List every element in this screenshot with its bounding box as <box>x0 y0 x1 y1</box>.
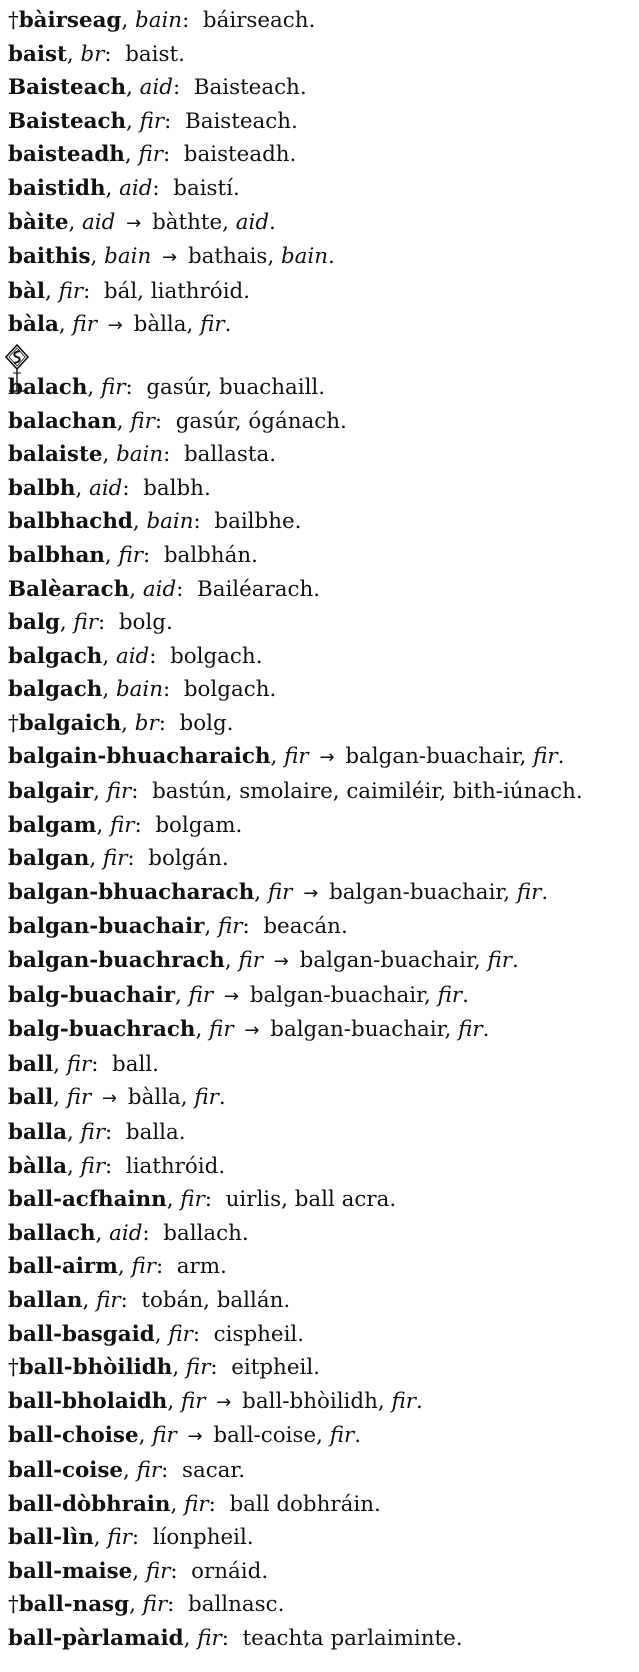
dictionary-entry: balbhan, fir: balbhán. <box>8 542 258 568</box>
translation: arm. <box>176 1254 227 1280</box>
separator: : <box>131 779 139 805</box>
dictionary-entry: baithis, bain → bathais, bain. <box>8 244 335 270</box>
translation: ballach. <box>163 1220 249 1246</box>
target-end: . <box>462 982 469 1008</box>
translation: bàlla, <box>127 1085 188 1111</box>
headword: balbh <box>8 475 76 501</box>
part-of-speech: br <box>134 710 159 736</box>
dictionary-entry: baist, br: baist. <box>8 41 185 67</box>
dictionary-entry: ball-acfhainn, fir: uirlis, ball acra. <box>8 1187 397 1213</box>
dictionary-entry: balgan-bhuacharach, fir → balgan-buachair, fir. <box>8 879 549 905</box>
target-part-of-speech: aid <box>235 209 270 235</box>
dictionary-entry: balgam, fir: bolgam. <box>8 812 243 838</box>
target-end: . <box>218 1085 226 1111</box>
part-of-speech: fir <box>66 1085 92 1111</box>
part-of-speech: aid <box>119 175 153 201</box>
headword: bàla <box>8 312 59 338</box>
dictionary-entry: balgach, bain: bolgach. <box>8 677 277 703</box>
translation: tobán, ballán. <box>141 1287 291 1313</box>
translation: Baisteach. <box>184 108 298 134</box>
part-of-speech: fir <box>107 1525 132 1551</box>
dictionary-entry: balg, fir: bolg. <box>8 610 173 636</box>
part-of-speech: fir <box>66 1051 92 1077</box>
part-of-speech: fir <box>185 1355 211 1381</box>
part-of-speech: fir <box>184 1491 209 1517</box>
headword: baithis <box>8 244 91 270</box>
headword: balg <box>8 610 60 636</box>
separator: : <box>83 278 91 304</box>
target-part-of-speech: bain <box>280 244 329 270</box>
translation: beacán. <box>263 914 348 940</box>
separator: : <box>122 475 130 501</box>
headword: balgam <box>8 812 97 838</box>
target-part-of-speech: fir <box>391 1388 416 1414</box>
part-of-speech: fir <box>267 879 293 905</box>
target-end: . <box>415 1388 423 1414</box>
headword: ball-coise <box>8 1457 124 1483</box>
part-of-speech: bain <box>104 244 152 270</box>
separator: : <box>155 1254 164 1280</box>
dictionary-entry: balg-buachair, fir → balgan-buachair, fir. <box>8 982 469 1008</box>
headword: ball-nasg <box>18 1592 130 1618</box>
headword: ball-airm <box>8 1254 118 1280</box>
part-of-speech: fir <box>180 1187 205 1213</box>
part-of-speech: fir <box>142 1592 168 1618</box>
headword: balgan-buachrach <box>8 948 225 974</box>
part-of-speech: fir <box>130 408 155 434</box>
cross-reference-arrow: → <box>126 212 142 234</box>
dictionary-entry: balbhachd, bain: bailbhe. <box>8 509 302 535</box>
cross-reference-arrow: → <box>102 1088 118 1110</box>
dictionary-entry: bàite, aid → bàthte, aid. <box>8 209 276 235</box>
part-of-speech: fir <box>284 744 309 770</box>
part-of-speech: aid <box>89 475 123 501</box>
part-of-speech: bain <box>146 509 194 535</box>
headword: Baisteach <box>8 75 127 101</box>
dictionary-entry: balachan, fir: gasúr, ógánach. <box>8 408 347 434</box>
headword: baistidh <box>8 175 106 201</box>
dictionary-entry: ball-maise, fir: ornáid. <box>8 1558 269 1584</box>
translation: Bailéarach. <box>196 576 321 602</box>
translation: eitpheil. <box>231 1355 320 1381</box>
separator: : <box>120 1287 128 1313</box>
cross-reference-arrow: → <box>107 315 123 337</box>
dictionary-entry: balgair, fir: bastún, smolaire, caimiléir, bith-iúnach. <box>8 779 583 805</box>
target-end: . <box>511 948 519 974</box>
part-of-speech: aid <box>142 576 177 602</box>
dictionary-entry: balla, fir: balla. <box>8 1120 186 1145</box>
dictionary-entry: balgain-bhuacharaich, fir → balgan-buachair, fir. <box>8 744 565 770</box>
separator: : <box>142 1220 150 1246</box>
separator: : <box>125 374 133 400</box>
headword: ballan <box>8 1287 83 1313</box>
translation: baisteadh. <box>183 142 297 168</box>
translation: bolg. <box>179 710 234 736</box>
separator: : <box>167 1592 175 1618</box>
obsolete-marker: † <box>8 8 19 33</box>
dictionary-entry: baisteadh, fir: baisteadh. <box>8 142 297 168</box>
cross-reference-arrow: → <box>162 247 178 269</box>
cross-reference-arrow: → <box>303 882 319 904</box>
part-of-speech: bain <box>115 677 164 703</box>
separator: : <box>91 1051 99 1077</box>
translation: ball. <box>112 1051 159 1077</box>
headword: ball-choise <box>8 1423 139 1449</box>
headword: ball-bhòilidh <box>18 1355 173 1381</box>
part-of-speech: fir <box>96 1287 121 1313</box>
separator: : <box>210 1355 218 1381</box>
dictionary-entry: ball-choise, fir → ball-coise, fir. <box>8 1423 362 1449</box>
dictionary-entry: baistidh, aid: baistí. <box>8 175 240 201</box>
translation: balbh. <box>143 475 211 501</box>
target-end: . <box>224 312 232 338</box>
headword: balgain-bhuacharaich <box>8 744 271 770</box>
translation: balbhán. <box>163 542 258 568</box>
separator: : <box>204 1187 213 1213</box>
part-of-speech: fir <box>152 1423 177 1449</box>
translation: uirlis, ball acra. <box>225 1187 397 1213</box>
headword: baist <box>8 41 67 67</box>
target-end: . <box>557 744 565 770</box>
separator: : <box>163 442 171 468</box>
separator: : <box>170 1558 178 1584</box>
separator: : <box>182 8 190 33</box>
separator: : <box>208 1491 216 1517</box>
dictionary-entry: ball-lìn, fir: líonpheil. <box>8 1525 254 1551</box>
cross-reference-arrow: → <box>187 1426 203 1448</box>
dictionary-entry: balgach, aid: bolgach. <box>8 643 263 669</box>
translation: sacar. <box>181 1457 246 1483</box>
headword: balla <box>8 1120 67 1145</box>
part-of-speech: fir <box>106 779 132 805</box>
translation: cispheil. <box>213 1321 305 1347</box>
part-of-speech: fir <box>168 1321 193 1347</box>
translation: balgan-buachair, <box>299 948 481 974</box>
obsolete-marker: † <box>8 710 19 736</box>
headword: balgach <box>8 643 103 669</box>
part-of-speech: bain <box>116 442 164 468</box>
target-end: . <box>328 244 335 270</box>
headword: balgair <box>8 779 94 805</box>
headword: balg-buachair <box>8 982 175 1008</box>
part-of-speech: fir <box>197 1625 222 1651</box>
headword: balgaich <box>18 710 122 736</box>
translation: balla. <box>125 1120 186 1145</box>
target-part-of-speech: fir <box>516 879 542 905</box>
cross-reference-arrow: → <box>319 747 335 769</box>
dictionary-entry: †ball-bhòilidh, fir: eitpheil. <box>8 1355 320 1381</box>
translation: ball dobhráin. <box>229 1491 381 1517</box>
headword: bàite <box>8 209 69 235</box>
dictionary-entry: ball-coise, fir: sacar. <box>8 1457 246 1483</box>
part-of-speech: fir <box>180 1388 206 1414</box>
translation: balgan-buachair, <box>249 982 431 1008</box>
obsolete-marker: † <box>8 1355 19 1381</box>
separator: : <box>164 108 172 134</box>
dictionary-entry: ball-basgaid, fir: cispheil. <box>8 1321 305 1347</box>
separator: : <box>154 408 163 434</box>
dictionary-entry: ball-bholaidh, fir → ball-bhòilidh, fir. <box>8 1388 423 1414</box>
headword: balgan-bhuacharach <box>8 879 255 905</box>
separator: : <box>172 75 181 101</box>
headword: ballach <box>8 1220 96 1246</box>
translation: balgan-buachair, <box>329 879 511 905</box>
headword: balgach <box>8 677 103 703</box>
target-end: . <box>541 879 549 905</box>
headword: baisteadh <box>8 142 125 168</box>
translation: bàthte, <box>152 209 229 235</box>
part-of-speech: fir <box>101 374 126 400</box>
translation: bailbhe. <box>214 509 302 535</box>
dictionary-entry: balg-buachrach, fir → balgan-buachair, fir. <box>8 1017 490 1043</box>
dictionary-entry: ball-pàrlamaid, fir: teachta parlaiminte. <box>8 1625 463 1651</box>
part-of-speech: fir <box>138 142 163 168</box>
headword: ball-acfhainn <box>8 1187 167 1213</box>
headword: ball-maise <box>8 1558 133 1584</box>
dictionary-entry: Baisteach, aid: Baisteach. <box>8 75 307 101</box>
separator: : <box>127 846 135 872</box>
target-part-of-speech: fir <box>487 948 512 974</box>
separator: : <box>134 812 142 838</box>
separator: : <box>162 142 171 168</box>
separator: : <box>131 1525 140 1551</box>
dictionary-entry: bàlla, fir: liathróid. <box>8 1153 226 1179</box>
target-end: . <box>269 209 276 235</box>
headword: balachan <box>8 408 117 434</box>
separator: : <box>105 1153 113 1179</box>
translation: líonpheil. <box>152 1525 254 1551</box>
cross-reference-arrow: → <box>244 1020 260 1042</box>
dictionary-entry: balgan, fir: bolgán. <box>8 846 229 872</box>
dictionary-entry: ball, fir → bàlla, fir. <box>8 1085 226 1111</box>
translation: bàlla, <box>133 312 194 338</box>
headword: ball-pàrlamaid <box>8 1625 184 1651</box>
translation: gasúr, ógánach. <box>175 408 347 434</box>
dictionary-entry: †balgaich, br: bolg. <box>8 710 234 736</box>
separator: : <box>163 677 171 703</box>
translation: bál, liathróid. <box>103 278 251 304</box>
part-of-speech: br <box>80 41 105 67</box>
headword: balg-buachrach <box>8 1017 196 1043</box>
part-of-speech: fir <box>136 1457 162 1483</box>
translation: ornáid. <box>191 1558 269 1584</box>
part-of-speech: fir <box>209 1017 234 1043</box>
dictionary-entry: †ball-nasg, fir: ballnasc. <box>8 1592 285 1618</box>
translation: Baisteach. <box>193 75 307 101</box>
separator: : <box>193 509 201 535</box>
cross-reference-arrow: → <box>273 951 289 973</box>
translation: liathróid. <box>125 1153 226 1179</box>
headword: balbhan <box>8 542 105 568</box>
obsolete-marker: † <box>8 1592 19 1618</box>
headword: balbhachd <box>8 509 133 535</box>
dictionary-entry: balbh, aid: balbh. <box>8 475 211 501</box>
part-of-speech: fir <box>145 1558 171 1584</box>
translation: ball-bhòilidh, <box>242 1388 385 1414</box>
translation: bolg. <box>118 610 173 636</box>
part-of-speech: bain <box>135 8 183 33</box>
part-of-speech: fir <box>139 108 165 134</box>
dictionary-entry: †bàirseag, bain: báirseach. <box>8 8 316 33</box>
separator: : <box>152 175 160 201</box>
dictionary-entry: ball-airm, fir: arm. <box>8 1254 227 1280</box>
headword: ball <box>8 1051 54 1077</box>
part-of-speech: aid <box>82 209 116 235</box>
translation: bolgán. <box>148 846 229 872</box>
part-of-speech: fir <box>80 1153 106 1179</box>
separator: : <box>105 1120 113 1145</box>
translation: ballasta. <box>183 442 276 468</box>
target-part-of-speech: fir <box>533 744 558 770</box>
dictionary-entry: bàla, fir → bàlla, fir. <box>8 312 232 338</box>
part-of-speech: fir <box>102 846 128 872</box>
translation: bathais, <box>187 244 275 270</box>
part-of-speech: aid <box>115 643 150 669</box>
translation: bolgam. <box>155 812 243 838</box>
translation: báirseach. <box>202 8 316 33</box>
target-part-of-speech: fir <box>437 982 463 1008</box>
headword: ball-basgaid <box>8 1321 155 1347</box>
cross-reference-arrow: → <box>216 1391 232 1413</box>
target-part-of-speech: fir <box>194 1085 219 1111</box>
part-of-speech: fir <box>131 1254 156 1280</box>
separator: : <box>149 643 157 669</box>
part-of-speech: fir <box>238 948 263 974</box>
road-sign-icon <box>4 343 30 397</box>
translation: ballnasc. <box>188 1592 285 1618</box>
separator: : <box>158 710 166 736</box>
separator: : <box>142 542 151 568</box>
dictionary-entry: ball-dòbhrain, fir: ball dobhráin. <box>8 1491 381 1517</box>
dictionary-entry: balgan-buachrach, fir → balgan-buachair, fir. <box>8 948 519 974</box>
separator: : <box>221 1625 229 1651</box>
headword: balach <box>8 374 88 400</box>
dictionary-entry: Balèarach, aid: Bailéarach. <box>8 576 321 602</box>
headword: ball-lìn <box>8 1525 94 1551</box>
dictionary-entry: balgan-buachair, fir: beacán. <box>8 914 348 940</box>
target-part-of-speech: fir <box>200 312 225 338</box>
part-of-speech: fir <box>118 542 143 568</box>
translation: balgan-buachair, <box>345 744 527 770</box>
dictionary-entry: ballach, aid: ballach. <box>8 1220 249 1246</box>
part-of-speech: fir <box>110 812 135 838</box>
cross-reference-arrow: → <box>223 985 239 1007</box>
separator: : <box>161 1457 169 1483</box>
dictionary-entry: balach, fir: gasúr, buachaill. <box>8 343 631 405</box>
target-end: . <box>354 1423 362 1449</box>
target-part-of-speech: fir <box>329 1423 355 1449</box>
part-of-speech: fir <box>188 982 214 1008</box>
translation: ball-coise, <box>213 1423 323 1449</box>
part-of-speech: fir <box>80 1120 106 1145</box>
part-of-speech: aid <box>139 75 173 101</box>
part-of-speech: fir <box>58 278 84 304</box>
part-of-speech: fir <box>72 312 97 338</box>
dictionary-entry: ballan, fir: tobán, ballán. <box>8 1287 291 1313</box>
dictionary-entry: ball, fir: ball. <box>8 1051 159 1077</box>
dictionary-entry: bàl, fir: bál, liathróid. <box>8 278 251 304</box>
translation: balgan-buachair, <box>270 1017 452 1043</box>
translation: teachta parlaiminte. <box>242 1625 463 1651</box>
part-of-speech: fir <box>73 610 99 636</box>
headword: balaiste <box>8 442 103 468</box>
translation: bolgach. <box>170 643 263 669</box>
headword: bàlla <box>8 1153 67 1179</box>
headword: ball <box>8 1085 54 1111</box>
separator: : <box>176 576 184 602</box>
target-part-of-speech: fir <box>458 1017 483 1043</box>
translation: baist. <box>125 41 185 67</box>
headword: Balèarach <box>8 576 130 602</box>
translation: bolgach. <box>183 677 277 703</box>
part-of-speech: aid <box>109 1220 143 1246</box>
headword: bàirseag <box>18 8 122 33</box>
translation: baistí. <box>173 175 240 201</box>
headword: Baisteach <box>8 108 127 134</box>
separator: : <box>104 41 112 67</box>
target-end: . <box>482 1017 490 1043</box>
headword: balgan-buachair <box>8 914 205 940</box>
translation: gasúr, buachaill. <box>146 374 326 400</box>
headword: ball-dòbhrain <box>8 1491 171 1517</box>
headword: balgan <box>8 846 90 872</box>
translation: bastún, smolaire, caimiléir, bith-iúnach. <box>152 779 583 805</box>
dictionary-entry: balaiste, bain: ballasta. <box>8 442 276 468</box>
dictionary-entry: Baisteach, fir: Baisteach. <box>8 108 298 134</box>
separator: : <box>192 1321 201 1347</box>
separator: : <box>98 610 106 636</box>
headword: ball-bholaidh <box>8 1388 168 1414</box>
part-of-speech: fir <box>218 914 243 940</box>
headword: bàl <box>8 278 45 304</box>
separator: : <box>242 914 250 940</box>
